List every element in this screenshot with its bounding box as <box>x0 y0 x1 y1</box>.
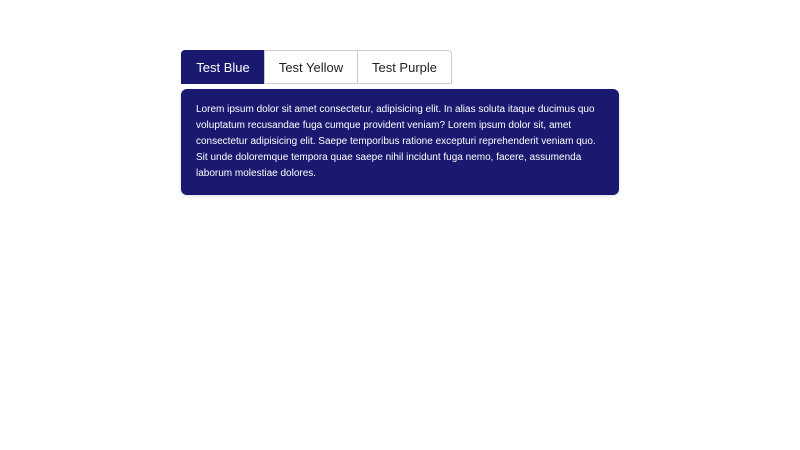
tab-test-purple[interactable]: Test Purple <box>357 50 452 84</box>
tab-test-blue[interactable]: Test Blue <box>181 50 265 84</box>
tab-panel <box>181 89 619 195</box>
tab-list <box>181 50 619 84</box>
panel-text: Lorem ipsum dolor sit amet consectetur, adipisicing elit. In alias soluta itaque ducimus quo voluptatum recusandae fuga cumque provident veniam? Lorem ipsum dolor sit, amet consectetur adipisicing elit. Saepe temporibus ratione excepturi reprehenderit veniam quo. Sit unde doloremque tempora quae saepe nihil incidunt fuga nemo, facere, assumenda laborum molestiae dolores. <box>196 104 596 179</box>
tabs-widget <box>181 50 619 195</box>
tab-test-yellow[interactable]: Test Yellow <box>264 50 358 84</box>
